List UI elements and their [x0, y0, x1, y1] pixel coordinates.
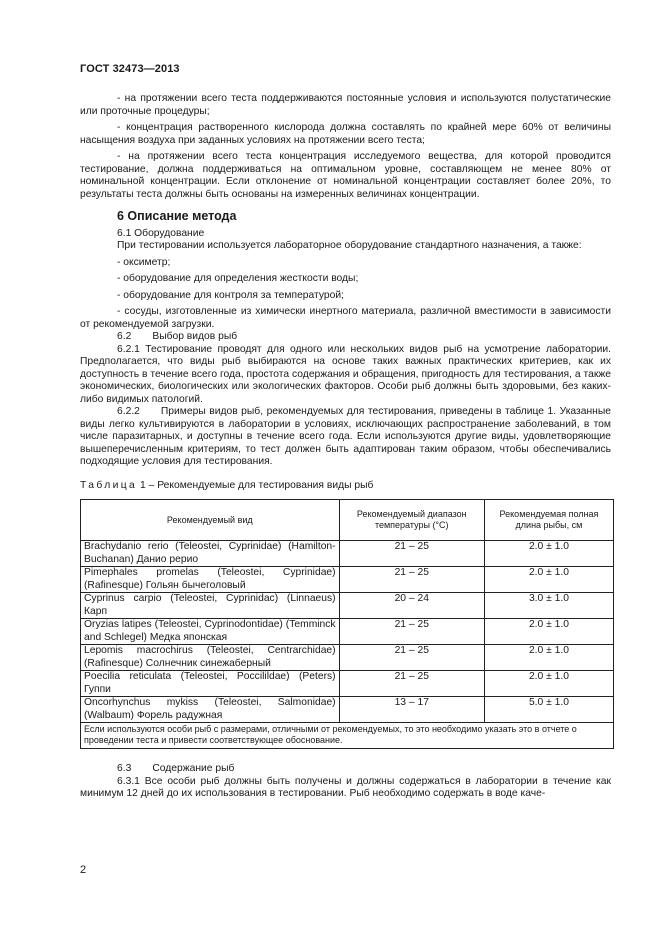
table-row — [81, 593, 614, 619]
cell-length: 2.0 ± 1.0 — [484, 567, 613, 593]
cell-species: Poecilia reticulata (Teleostei, Poccilildae) (Peters) Гуппи — [81, 671, 340, 697]
section-6-2-2-text: Примеры видов рыб, рекомендуемых для тестирования, приведены в таблице 1. Указанные виды легко культивируются в лаборатории в условиях, исключающих распространение заболеваний, в том числе паразитарных, и доступны в течение всего года. Если используются другие виды, удовлетворяющие вышеперечисленным критериям, то тест должен быть адаптирован таким образом, чтобы обеспечивались подходящие условия для тестирования. — [80, 406, 611, 467]
intro-item-1: - на протяжении всего теста поддерживаются постоянные условия и используются полустатические или проточные процедуры; — [80, 93, 611, 117]
table-row — [81, 541, 614, 567]
col-header-temperature: Рекомендуемый диапазон температуры (°С) — [339, 500, 484, 541]
section-6-2-2-paragraph — [80, 406, 611, 469]
col-header-species: Рекомендуемый вид — [81, 500, 340, 541]
section-6-2-label: Выбор видов рыб — [152, 331, 238, 342]
cell-species: Pimephales promelas (Teleostei, Cyprinidae) (Rafinesque) Гольян бычеголовый — [81, 567, 340, 593]
section-6-heading: 6 Описание метода — [117, 209, 237, 223]
cell-temperature: 21 – 25 — [339, 541, 484, 567]
cell-length: 2.0 ± 1.0 — [484, 619, 613, 645]
cell-temperature: 21 – 25 — [339, 619, 484, 645]
document-body — [80, 93, 611, 801]
section-6-1-title: 6.1 Оборудование — [117, 227, 205, 239]
cell-species: Lepomis macrochirus (Teleostei, Centrarchidae) (Rafinesque) Солнечник синежаберный — [81, 645, 340, 671]
cell-species: Cyprinus carpio (Teleostei, Cyprinidac) (Linnaeus) Карп — [81, 593, 340, 619]
cell-temperature: 21 – 25 — [339, 645, 484, 671]
page-number: 2 — [80, 864, 87, 876]
section-6-1-text: При тестировании используется лабораторное оборудование стандартного назначения, а также: — [117, 240, 582, 251]
section-6-2-2-number: 6.2.2 — [117, 406, 140, 417]
intro-item-2: - концентрация растворенного кислорода должна составлять по крайней мере 60% от величины насыщения воздуха при заданных условиях на протяжении всего теста; — [80, 122, 611, 146]
table-caption-word: Таблица — [80, 479, 138, 491]
intro-item-3: - на протяжении всего теста концентрация исследуемого вещества, для которой проводится тестирование, должна поддерживаться на оптимальном уровне, составляющем не менее 80% от номинальной концентрации. Если отклонение от номинальной концентрации составляет более 20%, то результаты теста должны быть основаны на измеренных величинах концентрации. — [80, 151, 611, 200]
fish-species-table — [80, 499, 614, 749]
equipment-item-3: - оборудование для контроля за температурой; — [117, 289, 344, 301]
cell-temperature: 21 – 25 — [339, 671, 484, 697]
table-caption-text: 1 – Рекомендуемые для тестирования виды рыб — [137, 479, 374, 491]
table-header-row — [81, 500, 614, 541]
cell-species: Oncorhynchus mykiss (Teleostei, Salmonidae) (Walbaum) Форель радужная — [81, 697, 340, 723]
table-row — [81, 671, 614, 697]
table-row — [81, 697, 614, 723]
table-row — [81, 567, 614, 593]
table-row — [81, 619, 614, 645]
cell-length: 2.0 ± 1.0 — [484, 645, 613, 671]
cell-temperature: 20 – 24 — [339, 593, 484, 619]
section-6-3-number: 6.3 — [117, 763, 132, 774]
col-header-length: Рекомендуемая полная длина рыбы, см — [484, 500, 613, 541]
section-6-3-title — [80, 763, 611, 776]
equipment-item-4: - сосуды, изготовленные из химически инертного материала, различной вместимости в зависимости от рекомендуемой загрузки. — [80, 306, 611, 330]
section-6-2-number: 6.2 — [117, 331, 132, 342]
section-6-2-1-text: 6.2.1 Тестирование проводят для одного или нескольких видов рыб на усмотрение лаборатории. Предполагается, что виды рыб выбираются на основе таких важных практических критериев, как их доступность в течение всего года, простота содержания и обращения, пригодность для тестирования, а также экономических, биологических или экологических факторов. Особи рыб должны быть здоровыми, без каких-либо видимых патологий. — [80, 343, 611, 405]
equipment-item-2: - оборудование для определения жесткости воды; — [117, 273, 359, 284]
table-note-row — [81, 723, 614, 749]
section-6-2-title — [80, 331, 611, 344]
cell-length: 5.0 ± 1.0 — [484, 697, 613, 723]
cell-species: Brachydanio rerio (Teleostei, Cyprinidae) (Hamilton-Buchanan) Данио рерио — [81, 541, 340, 567]
cell-length: 2.0 ± 1.0 — [484, 541, 613, 567]
document-header-id: ГОСТ 32473—2013 — [80, 63, 180, 75]
section-6-3-label: Содержание рыб — [152, 763, 235, 774]
table-note: Если используются особи рыб с размерами, отличными от рекомендуемых, то это необходимо указать это в отчете о проведении теста и привести соответствующее обоснование. — [81, 723, 614, 749]
cell-temperature: 21 – 25 — [339, 567, 484, 593]
cell-species: Oryzias latipes (Teleostei, Cyprinodontidae) (Temminck and Schlegel) Медка японская — [81, 619, 340, 645]
cell-length: 2.0 ± 1.0 — [484, 671, 613, 697]
table-row — [81, 645, 614, 671]
section-6-3-1-text: 6.3.1 Все особи рыб должны быть получены и должны содержаться в лаборатории в течение как минимум 12 дней до их использования в тестировании. Рыб необходимо содержать в воде каче- — [80, 775, 611, 799]
equipment-item-1: - оксиметр; — [117, 256, 171, 268]
table-caption — [80, 480, 611, 493]
cell-temperature: 13 – 17 — [339, 697, 484, 723]
cell-length: 3.0 ± 1.0 — [484, 593, 613, 619]
